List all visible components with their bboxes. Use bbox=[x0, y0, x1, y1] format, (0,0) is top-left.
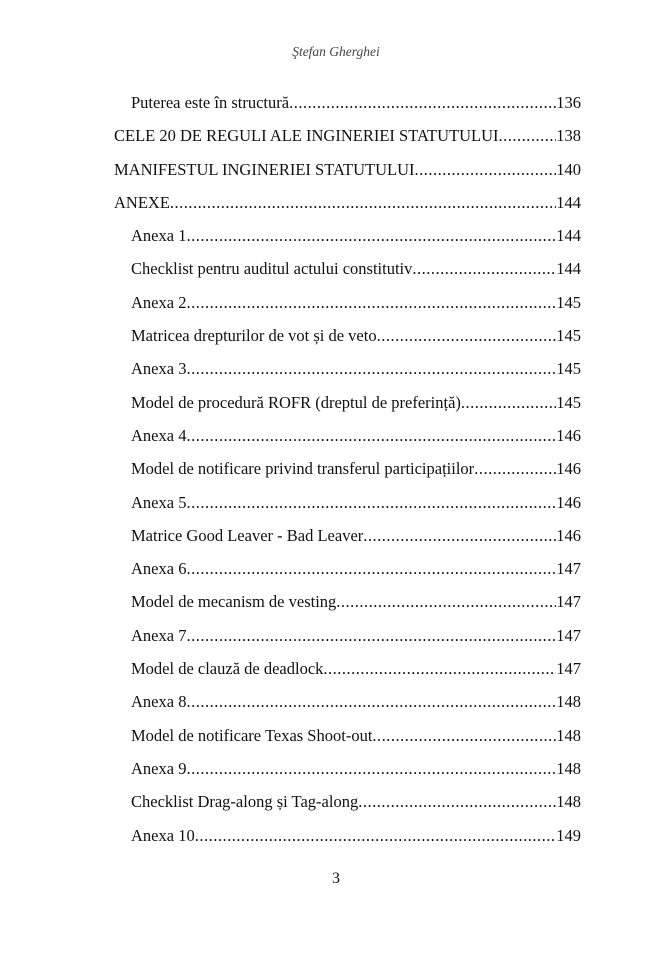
toc-entry-page: 148 bbox=[556, 792, 581, 812]
toc-entry-page: 148 bbox=[556, 725, 581, 745]
toc-entry bbox=[114, 389, 581, 422]
toc-entry-page: 146 bbox=[556, 425, 581, 445]
toc-entry bbox=[114, 588, 581, 621]
toc-entry bbox=[114, 522, 581, 555]
toc-entry-title: Anexa 5 bbox=[131, 492, 187, 512]
toc-entry bbox=[114, 555, 581, 588]
toc-dot-leader bbox=[323, 655, 556, 683]
toc-entry-title: Anexa 4 bbox=[131, 425, 187, 445]
toc-entry-page: 147 bbox=[556, 625, 581, 645]
toc-entry-title: Matricea drepturilor de vot și de veto bbox=[131, 326, 377, 346]
toc-entry-title: Anexa 7 bbox=[131, 625, 187, 645]
toc-entry-title: Anexa 10 bbox=[131, 825, 195, 845]
toc-entry-page: 138 bbox=[556, 126, 581, 146]
toc-entry-title: CELE 20 DE REGULI ALE INGINERIEI STATUTULUI bbox=[114, 126, 499, 146]
toc-dot-leader bbox=[289, 89, 556, 117]
toc-dot-leader bbox=[474, 455, 556, 483]
toc-entry-page: 148 bbox=[556, 758, 581, 778]
toc-entry-page: 144 bbox=[556, 226, 581, 246]
toc-dot-leader bbox=[377, 322, 557, 350]
toc-entry bbox=[114, 89, 581, 122]
toc-dot-leader bbox=[186, 622, 556, 650]
toc-entry-page: 140 bbox=[556, 159, 581, 179]
toc-dot-leader bbox=[336, 588, 556, 616]
toc-entry-page: 147 bbox=[556, 659, 581, 679]
toc-entry-title: Anexa 2 bbox=[131, 292, 187, 312]
toc-entry bbox=[114, 822, 581, 855]
toc-entry-title: Model de procedură ROFR (dreptul de preferință) bbox=[131, 392, 461, 412]
toc-entry bbox=[114, 655, 581, 688]
toc-entry-page: 148 bbox=[556, 692, 581, 712]
toc-entry bbox=[114, 489, 581, 522]
toc-entry bbox=[114, 156, 581, 189]
toc-entry bbox=[114, 722, 581, 755]
toc-dot-leader bbox=[186, 688, 556, 716]
toc-entry-page: 145 bbox=[556, 392, 581, 412]
toc-entry-page: 144 bbox=[556, 192, 581, 212]
toc-entry-title: Puterea este în structură bbox=[131, 93, 290, 112]
toc-entry bbox=[114, 289, 581, 322]
toc-entry bbox=[114, 255, 581, 288]
toc-entry-title: MANIFESTUL INGINERIEI STATUTULUI bbox=[114, 159, 415, 179]
toc-dot-leader bbox=[358, 788, 556, 816]
table-of-contents bbox=[114, 89, 581, 855]
toc-dot-leader bbox=[186, 489, 556, 517]
toc-entry-title: Anexa 8 bbox=[131, 692, 187, 712]
toc-entry-title: Anexa 1 bbox=[131, 226, 187, 246]
toc-entry-page: 146 bbox=[556, 492, 581, 512]
toc-entry bbox=[114, 189, 581, 222]
toc-dot-leader bbox=[412, 255, 556, 283]
toc-entry-title: Model de mecanism de vesting bbox=[131, 592, 337, 612]
toc-dot-leader bbox=[372, 722, 556, 750]
toc-dot-leader bbox=[363, 522, 556, 550]
toc-dot-leader bbox=[415, 156, 557, 184]
toc-entry bbox=[114, 222, 581, 255]
toc-entry bbox=[114, 455, 581, 488]
page-number: 3 bbox=[332, 870, 340, 887]
toc-entry-page: 136 bbox=[556, 93, 581, 112]
toc-entry-title: Anexa 3 bbox=[131, 359, 187, 379]
toc-entry-page: 144 bbox=[556, 259, 581, 279]
toc-entry-title: Checklist Drag-along și Tag-along bbox=[131, 792, 359, 812]
toc-entry-page: 145 bbox=[556, 292, 581, 312]
toc-dot-leader bbox=[499, 122, 557, 150]
toc-entry bbox=[114, 122, 581, 155]
toc-dot-leader bbox=[186, 555, 556, 583]
toc-entry bbox=[114, 322, 581, 355]
toc-dot-leader bbox=[186, 222, 556, 250]
toc-entry-title: Checklist pentru auditul actului constitutiv bbox=[131, 259, 413, 279]
toc-entry-title: Model de notificare privind transferul participațiilor bbox=[131, 459, 475, 479]
toc-dot-leader bbox=[186, 355, 556, 383]
toc-dot-leader bbox=[461, 389, 556, 417]
toc-entry-title: ANEXE bbox=[114, 192, 170, 212]
toc-entry-page: 146 bbox=[556, 459, 581, 479]
toc-dot-leader bbox=[186, 289, 556, 317]
running-header-author: Ştefan Gherghei bbox=[292, 44, 380, 59]
toc-entry-page: 146 bbox=[556, 525, 581, 545]
toc-dot-leader bbox=[170, 189, 556, 217]
toc-entry-page: 147 bbox=[556, 592, 581, 612]
toc-entry bbox=[114, 755, 581, 788]
toc-entry-page: 147 bbox=[556, 559, 581, 579]
toc-entry bbox=[114, 622, 581, 655]
toc-entry-page: 145 bbox=[556, 359, 581, 379]
toc-entry bbox=[114, 355, 581, 388]
toc-entry-page: 145 bbox=[556, 326, 581, 346]
toc-dot-leader bbox=[195, 822, 557, 850]
toc-entry-title: Matrice Good Leaver - Bad Leaver bbox=[131, 525, 364, 545]
toc-entry-title: Model de notificare Texas Shoot-out bbox=[131, 725, 373, 745]
toc-entry-page: 149 bbox=[556, 825, 581, 845]
toc-dot-leader bbox=[186, 422, 556, 450]
toc-entry-title: Anexa 9 bbox=[131, 758, 187, 778]
toc-entry-title: Model de clauză de deadlock bbox=[131, 659, 324, 679]
toc-entry bbox=[114, 422, 581, 455]
toc-dot-leader bbox=[186, 755, 556, 783]
toc-entry bbox=[114, 688, 581, 721]
toc-entry bbox=[114, 788, 581, 821]
toc-entry-title: Anexa 6 bbox=[131, 559, 187, 579]
